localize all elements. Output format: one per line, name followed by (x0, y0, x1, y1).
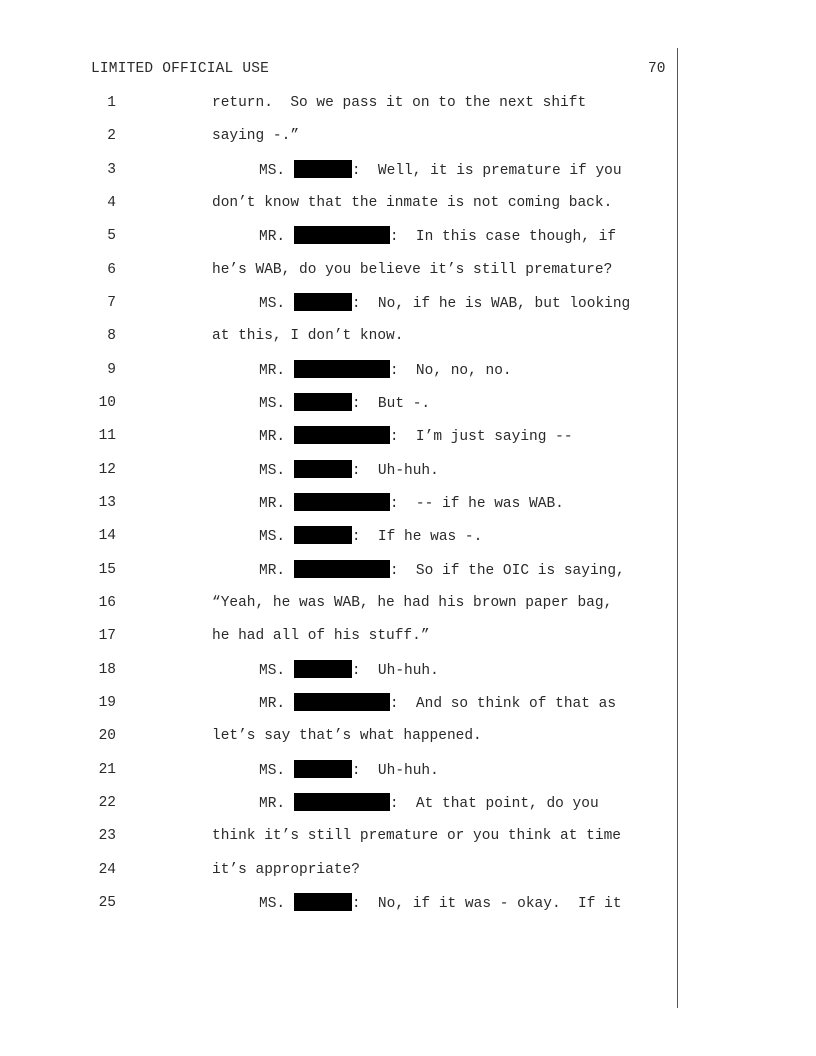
speaker-title: MS. (259, 762, 294, 779)
transcript-line (0, 460, 816, 480)
transcript-line (0, 426, 816, 446)
line-text (259, 660, 439, 681)
line-number: 19 (98, 694, 116, 711)
spoken-text: : In this case though, if (389, 229, 617, 246)
speaker-title: MR. (259, 795, 294, 812)
transcript-line (0, 360, 816, 380)
line-number: 11 (98, 428, 116, 445)
transcript-line (0, 826, 816, 846)
redaction-box (294, 793, 390, 811)
speaker-title: MR. (259, 429, 294, 446)
line-number: 2 (107, 128, 116, 145)
line-number: 18 (98, 661, 116, 678)
transcript-line (0, 726, 816, 746)
redaction-box (294, 426, 390, 444)
line-number: 16 (98, 594, 116, 611)
spoken-text: “Yeah, he was WAB, he had his brown paper bag, (212, 594, 613, 611)
line-number: 13 (98, 494, 116, 511)
redaction-box (294, 660, 352, 678)
redaction-box (294, 226, 390, 244)
redaction-box (294, 693, 390, 711)
spoken-text: : So if the OIC is saying, (389, 562, 625, 579)
spoken-text: : And so think of that as (389, 695, 617, 712)
line-text (212, 593, 612, 613)
line-text (259, 560, 625, 581)
spoken-text: he had all of his stuff.” (212, 628, 430, 645)
transcript-line (0, 593, 816, 613)
transcript-line (0, 493, 816, 513)
line-text (259, 493, 564, 514)
redaction-box (294, 393, 352, 411)
transcript-line (0, 260, 816, 280)
line-number: 12 (98, 461, 116, 478)
speaker-title: MS. (259, 395, 294, 412)
line-number: 14 (98, 528, 116, 545)
spoken-text: : No, if he is WAB, but looking (351, 295, 631, 312)
line-number: 10 (98, 394, 116, 411)
transcript-line (0, 326, 816, 346)
line-text (259, 793, 599, 814)
line-text (259, 160, 622, 181)
spoken-text: : At that point, do you (389, 795, 599, 812)
redaction-box (294, 293, 352, 311)
spoken-text: return. So we pass it on to the next shift (212, 95, 587, 111)
line-number: 5 (107, 228, 116, 245)
transcript-line (0, 760, 816, 780)
transcript-line (0, 160, 816, 180)
speaker-title: MR. (259, 229, 294, 246)
redaction-box (294, 360, 390, 378)
classification-header: LIMITED OFFICIAL USE (91, 61, 270, 77)
line-number: 25 (98, 894, 116, 911)
speaker-title: MS. (259, 895, 294, 912)
line-text (212, 626, 430, 646)
line-text (212, 126, 299, 146)
transcript-line (0, 193, 816, 213)
line-text (259, 893, 622, 914)
redaction-box (294, 160, 352, 178)
spoken-text: : I’m just saying -- (389, 429, 573, 446)
line-number: 8 (107, 328, 116, 345)
line-number: 17 (98, 628, 116, 645)
line-number: 4 (107, 194, 116, 211)
transcript-line (0, 93, 816, 113)
transcript-line (0, 226, 816, 246)
line-number: 20 (98, 728, 116, 745)
page-number: 70 (648, 61, 666, 77)
transcript-line (0, 560, 816, 580)
spoken-text: : But -. (351, 395, 431, 412)
line-text (212, 326, 403, 346)
spoken-text: at this, I don’t know. (212, 328, 404, 345)
redaction-box (294, 893, 352, 911)
speaker-title: MS. (259, 662, 294, 679)
line-text (259, 526, 482, 547)
speaker-title: MS. (259, 295, 294, 312)
transcript-line (0, 693, 816, 713)
speaker-title: MS. (259, 529, 294, 546)
line-number: 23 (98, 828, 116, 845)
speaker-title: MR. (259, 495, 294, 512)
line-text (259, 393, 430, 414)
redaction-box (294, 526, 352, 544)
line-text (259, 426, 573, 447)
line-text (212, 726, 482, 746)
line-text (212, 193, 612, 213)
spoken-text: let’s say that’s what happened. (212, 728, 482, 745)
speaker-title: MR. (259, 562, 294, 579)
speaker-title: MR. (259, 695, 294, 712)
transcript-line (0, 126, 816, 146)
spoken-text: don’t know that the inmate is not coming back. (212, 194, 613, 211)
line-text (259, 226, 616, 247)
spoken-text: think it’s still premature or you think at time (212, 828, 621, 845)
line-text (259, 760, 439, 781)
spoken-text: : Well, it is premature if you (351, 162, 622, 179)
line-text (259, 293, 630, 314)
line-number: 9 (107, 361, 116, 378)
transcript-line (0, 860, 816, 880)
line-number: 21 (98, 761, 116, 778)
spoken-text: : -- if he was WAB. (389, 495, 564, 512)
speaker-title: MS. (259, 462, 294, 479)
transcript-line (0, 393, 816, 413)
transcript-line (0, 526, 816, 546)
transcript-line (0, 626, 816, 646)
line-number: 1 (107, 95, 116, 111)
redaction-box (294, 460, 352, 478)
spoken-text: he’s WAB, do you believe it’s still premature? (212, 261, 613, 278)
line-text (212, 860, 360, 880)
line-number: 7 (107, 294, 116, 311)
transcript-line (0, 660, 816, 680)
spoken-text: : If he was -. (351, 529, 483, 546)
line-text (212, 826, 621, 846)
spoken-text: saying -.” (212, 128, 300, 145)
line-text (259, 360, 512, 381)
line-number: 15 (98, 561, 116, 578)
transcript-line (0, 893, 816, 913)
line-number: 24 (98, 861, 116, 878)
spoken-text: it’s appropriate? (212, 861, 360, 878)
line-text (259, 460, 439, 481)
line-number: 3 (107, 161, 116, 178)
transcript-line (0, 793, 816, 813)
spoken-text: : No, no, no. (389, 362, 512, 379)
transcript-line (0, 293, 816, 313)
line-text (259, 693, 616, 714)
redaction-box (294, 493, 390, 511)
speaker-title: MR. (259, 362, 294, 379)
spoken-text: : Uh-huh. (351, 762, 439, 779)
line-number: 6 (107, 261, 116, 278)
redaction-box (294, 560, 390, 578)
speaker-title: MS. (259, 162, 294, 179)
redaction-box (294, 760, 352, 778)
spoken-text: : Uh-huh. (351, 462, 439, 479)
spoken-text: : Uh-huh. (351, 662, 439, 679)
line-text (212, 93, 586, 113)
line-text (212, 260, 612, 280)
line-number: 22 (98, 794, 116, 811)
spoken-text: : No, if it was - okay. If it (351, 895, 622, 912)
